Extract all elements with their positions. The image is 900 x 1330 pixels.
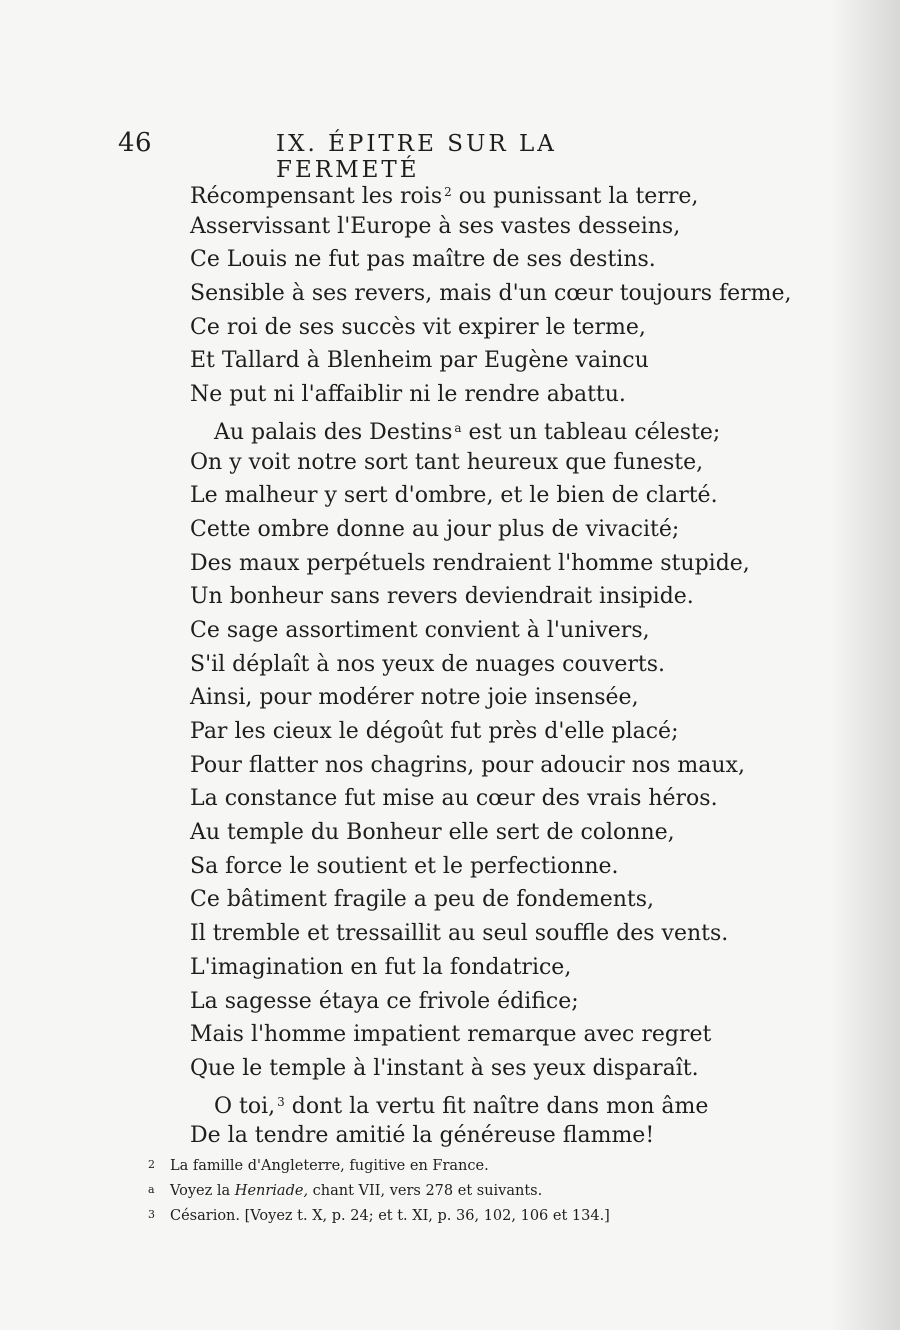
verse-line: [190, 1119, 830, 1153]
footnote-text-part: Voyez la: [170, 1183, 235, 1199]
verse-line: [190, 816, 830, 850]
verse-line: [190, 1052, 830, 1086]
verse-text: Ce bâtiment fragile a peu de fondements,: [190, 887, 655, 913]
verse-text: Sa force le soutient et le perfectionne.: [190, 853, 619, 879]
verse-text: Mais l'homme impatient remarque avec regret: [190, 1022, 712, 1048]
verse-line: [190, 715, 830, 749]
verse-line: [190, 782, 830, 816]
verse-text: Par les cieux le dégoût fut près d'elle placé;: [190, 719, 679, 744]
footnote-marker: a: [148, 1183, 155, 1196]
verse-text: Et Tallard à Blenheim par Eugène vaincu: [190, 348, 649, 374]
verse-text: Pour flatter nos chagrins, pour adoucir nos maux,: [190, 752, 745, 778]
verse-text: De la tendre amitié la généreuse flamme!: [190, 1123, 655, 1149]
verse-line: [190, 648, 830, 682]
verse-line: [190, 210, 830, 244]
footnote-marker: 2: [148, 1158, 155, 1171]
footnote-italic-title: Henriade,: [234, 1183, 309, 1199]
verse-line: [190, 378, 830, 412]
verse-text: Des maux perpétuels rendraient l'homme stupide,: [190, 550, 750, 576]
verse-text: Ne put ni l'affaiblir ni le rendre abattu.: [190, 382, 626, 408]
verse-text: Ce sage assortiment convient à l'univers,: [190, 617, 650, 643]
verse-line: [190, 311, 830, 345]
verse-text: Ce Louis ne fut pas maître de ses destins.: [190, 247, 656, 273]
verse-text: Asservissant l'Europe à ses vastes desseins,: [190, 213, 681, 239]
footnote-text-part: chant VII, vers 278 et suivants.: [308, 1183, 543, 1199]
footnote-marker: 3: [148, 1208, 155, 1221]
verse-text: S'il déplaît à nos yeux de nuages couverts.: [190, 651, 665, 677]
verse-line: [190, 344, 830, 378]
verse-line: [190, 1086, 830, 1120]
footnote-reference: 3: [277, 1094, 285, 1109]
verse-line: [190, 176, 830, 210]
verse-line: [190, 917, 830, 951]
footnote: [148, 1177, 768, 1202]
verse-line: [190, 1018, 830, 1052]
verse-line: [190, 749, 830, 783]
verse-line: [190, 614, 830, 648]
running-title: IX. ÉPITRE SUR LA FERMETÉ: [276, 131, 557, 183]
footnote-text: [170, 1208, 610, 1224]
verse-line: [190, 985, 830, 1019]
verse-line: [190, 580, 830, 614]
verse-text-continued: ou punissant la terre,: [451, 184, 699, 209]
footnote: [148, 1202, 768, 1227]
verse-text: Ainsi, pour modérer notre joie insensée,: [190, 685, 639, 711]
verse-line: [190, 513, 830, 547]
verse-text: Au palais des Destins: [214, 419, 453, 445]
verse-line: [190, 681, 830, 715]
verse-line: [190, 277, 830, 311]
verse-text: Le malheur y sert d'ombre, et le bien de clarté.: [190, 483, 718, 509]
footnote: [148, 1152, 768, 1177]
footnotes: [148, 1152, 768, 1227]
verse-text: Un bonheur sans revers deviendrait insipide.: [190, 584, 694, 610]
verse-line: [190, 547, 830, 581]
verse-text-continued: dont la vertu fit naître dans mon âme: [284, 1093, 709, 1119]
verse-line: [190, 446, 830, 480]
footnote-reference: 2: [444, 185, 452, 199]
verse-text: L'imagination en fut la fondatrice,: [190, 954, 572, 980]
footnote-text-part: La famille d'Angleterre, fugitive en France.: [170, 1158, 489, 1174]
verse-text: Il tremble et tressaillit au seul souffle des vents.: [190, 921, 729, 947]
footnote-text: [170, 1183, 542, 1199]
footnote-text-part: Césarion. [Voyez t. X, p. 24; et t. XI, p. 36, 102, 106 et 134.]: [170, 1208, 610, 1224]
verse-line: [190, 883, 830, 917]
verse-line: [190, 479, 830, 513]
verse-text: Ce roi de ses succès vit expirer le terme,: [190, 314, 646, 340]
footnote-text: [170, 1158, 489, 1174]
verse-text: On y voit notre sort tant heureux que funeste,: [190, 449, 704, 475]
verse-text: La constance fut mise au cœur des vrais héros.: [190, 786, 718, 812]
verse-line: [190, 951, 830, 985]
verse-text: Cette ombre donne au jour plus de vivacité;: [190, 516, 680, 542]
verse-text: Récompensant les rois: [190, 184, 443, 209]
verse-text: Au temple du Bonheur elle sert de colonne,: [190, 820, 675, 846]
footnote-reference: a: [454, 420, 462, 435]
verse-text: Que le temple à l'instant à ses yeux disparaît.: [190, 1055, 699, 1081]
verse-line: [190, 850, 830, 884]
verse-text-continued: est un tableau céleste;: [461, 419, 721, 445]
page-header: [118, 128, 708, 183]
page-number: 46: [118, 128, 153, 158]
verse-text: O toi,: [214, 1093, 276, 1119]
page-edge-shadow: [830, 0, 900, 1330]
verse-text: Sensible à ses revers, mais d'un cœur toujours ferme,: [190, 281, 792, 307]
verse-line: [190, 243, 830, 277]
verse-text: La sagesse étaya ce frivole édifice;: [190, 988, 579, 1014]
verse-line: [190, 412, 830, 446]
poem-body: [190, 176, 830, 1153]
